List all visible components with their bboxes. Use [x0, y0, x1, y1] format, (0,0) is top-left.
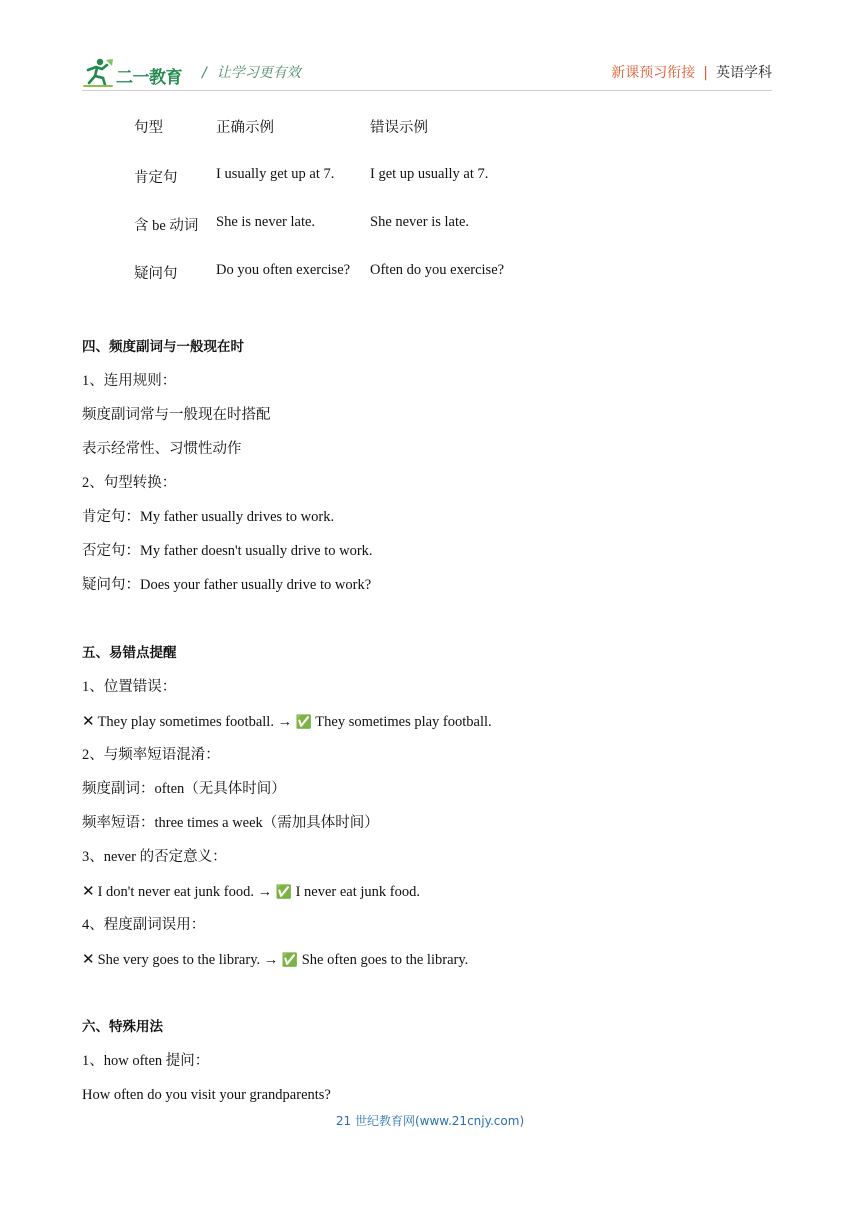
section-heading: 四、频度副词与一般现在时 — [82, 339, 244, 355]
item-title: 1、连用规则： — [82, 373, 177, 389]
item-title: 2、句型转换： — [82, 475, 177, 491]
cross-icon: ✕ — [82, 882, 95, 900]
slogan-slash: / — [202, 65, 207, 81]
wrong-example: They play sometimes football. — [97, 714, 274, 730]
arrow-icon: → — [257, 884, 273, 900]
section-heading: 五、易错点提醒 — [82, 645, 177, 661]
right-example: They sometimes play football. — [315, 714, 492, 730]
body-text: 表示经常性、习惯性动作 — [82, 441, 242, 457]
correction-line — [82, 710, 492, 734]
cross-icon: ✕ — [82, 950, 95, 968]
item-title: 4、程度副词误用： — [82, 917, 206, 933]
cross-icon: ✕ — [82, 712, 95, 730]
table-cell: She is never late. — [216, 214, 316, 230]
correction-line — [82, 880, 420, 904]
arrow-icon: → — [263, 952, 279, 968]
section-heading: 六、特殊用法 — [82, 1019, 163, 1035]
body-text: How often do you visit your grandparents? — [82, 1087, 331, 1103]
table-cell: 疑问句 — [134, 266, 178, 282]
header-separator: | — [703, 65, 708, 81]
page-header — [0, 0, 860, 96]
subject-label: 英语学科 — [716, 65, 772, 81]
header-right — [611, 62, 772, 82]
table-header-cell: 错误示例 — [370, 120, 428, 136]
wrong-example: She very goes to the library. — [97, 952, 261, 968]
table-cell: Often do you exercise? — [370, 262, 505, 278]
table-cell: Do you often exercise? — [216, 262, 351, 278]
right-example: She often goes to the library. — [301, 952, 469, 968]
body-text: 频度副词常与一般现在时搭配 — [82, 407, 271, 423]
check-icon: ✅ — [295, 715, 312, 730]
arrow-icon: → — [277, 714, 293, 730]
correction-line — [82, 948, 468, 972]
item-title: 1、位置错误： — [82, 679, 177, 695]
check-icon: ✅ — [281, 953, 299, 968]
slogan — [202, 62, 301, 82]
table-header-cell: 句型 — [134, 120, 163, 136]
item-title: 3、never 的否定意义： — [82, 849, 227, 865]
page-footer: 21 世纪教育网(www.21cnjy.com) — [335, 1114, 525, 1128]
wrong-example: I don't never eat junk food. — [97, 884, 255, 900]
table-cell: She never is late. — [370, 214, 470, 230]
table-cell: 肯定句 — [134, 170, 178, 186]
body-text: 疑问句：Does your father usually drive to work? — [82, 577, 372, 593]
item-title: 1、how often 提问： — [82, 1053, 210, 1069]
preview-label: 新课预习衔接 — [611, 65, 696, 81]
body-text: 频度副词：often（无具体时间） — [82, 781, 286, 797]
runner-icon — [82, 56, 116, 88]
logo-text: 二一教育 — [116, 68, 182, 88]
check-icon: ✅ — [275, 885, 292, 900]
table-cell: I get up usually at 7. — [370, 166, 489, 182]
table-cell: 含 be 动词 — [134, 218, 199, 234]
body-text: 肯定句：My father usually drives to work. — [82, 509, 335, 525]
body-text: 否定句：My father doesn't usually drive to work. — [82, 543, 373, 559]
right-example: I never eat junk food. — [295, 884, 420, 900]
table-header-cell: 正确示例 — [216, 120, 274, 136]
header-divider — [82, 90, 772, 91]
slogan-text: 让学习更有效 — [216, 65, 301, 81]
table-cell: I usually get up at 7. — [216, 166, 335, 182]
body-text: 频率短语：three times a week（需加具体时间） — [82, 815, 379, 831]
item-title: 2、与频率短语混淆： — [82, 747, 220, 763]
brand-logo — [82, 56, 192, 88]
